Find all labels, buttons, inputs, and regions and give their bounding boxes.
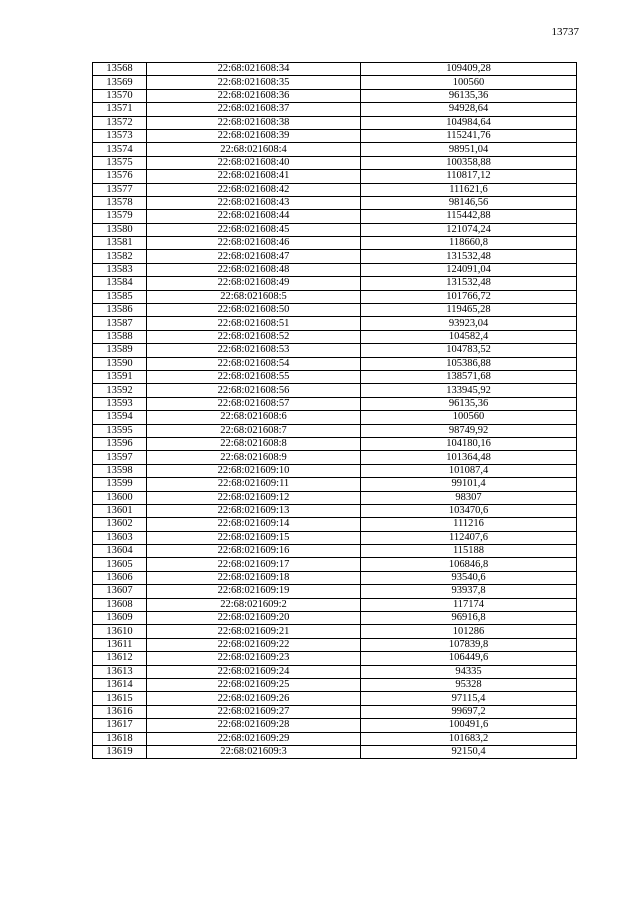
cadastral-value-cell: 93540,6 bbox=[361, 571, 577, 584]
table-row bbox=[93, 571, 577, 584]
cadastral-value-cell: 104180,16 bbox=[361, 437, 577, 450]
cadastral-value-cell: 101087,4 bbox=[361, 464, 577, 477]
table-row bbox=[93, 558, 577, 571]
cadastral-value-cell: 96135,36 bbox=[361, 397, 577, 410]
cadastral-value-cell: 99101,4 bbox=[361, 478, 577, 491]
table-row bbox=[93, 156, 577, 169]
cadastral-value-cell: 115442,88 bbox=[361, 210, 577, 223]
row-number-cell: 13603 bbox=[93, 531, 147, 544]
cadastral-number-cell: 22:68:021608:42 bbox=[147, 183, 361, 196]
table-row bbox=[93, 89, 577, 102]
cadastral-value-cell: 98749,92 bbox=[361, 424, 577, 437]
table-row bbox=[93, 304, 577, 317]
table-row bbox=[93, 451, 577, 464]
cadastral-number-cell: 22:68:021609:19 bbox=[147, 585, 361, 598]
cadastral-number-cell: 22:68:021609:26 bbox=[147, 692, 361, 705]
cadastral-value-cell: 111621,6 bbox=[361, 183, 577, 196]
cadastral-value-table bbox=[92, 62, 577, 759]
table-row bbox=[93, 411, 577, 424]
cadastral-number-cell: 22:68:021608:4 bbox=[147, 143, 361, 156]
row-number-cell: 13592 bbox=[93, 384, 147, 397]
cadastral-value-cell: 117174 bbox=[361, 598, 577, 611]
row-number-cell: 13573 bbox=[93, 129, 147, 142]
cadastral-number-cell: 22:68:021608:50 bbox=[147, 304, 361, 317]
cadastral-number-cell: 22:68:021608:5 bbox=[147, 290, 361, 303]
cadastral-value-cell: 138571,68 bbox=[361, 370, 577, 383]
table-row bbox=[93, 357, 577, 370]
cadastral-number-cell: 22:68:021609:21 bbox=[147, 625, 361, 638]
row-number-cell: 13593 bbox=[93, 397, 147, 410]
cadastral-number-cell: 22:68:021609:10 bbox=[147, 464, 361, 477]
cadastral-number-cell: 22:68:021609:27 bbox=[147, 705, 361, 718]
cadastral-value-cell: 115241,76 bbox=[361, 129, 577, 142]
table-row bbox=[93, 223, 577, 236]
cadastral-value-cell: 105386,88 bbox=[361, 357, 577, 370]
cadastral-value-cell: 98951,04 bbox=[361, 143, 577, 156]
row-number-cell: 13584 bbox=[93, 277, 147, 290]
row-number-cell: 13617 bbox=[93, 719, 147, 732]
table-row bbox=[93, 397, 577, 410]
table-row bbox=[93, 76, 577, 89]
table-row bbox=[93, 732, 577, 745]
row-number-cell: 13609 bbox=[93, 612, 147, 625]
cadastral-value-cell: 106846,8 bbox=[361, 558, 577, 571]
row-number-cell: 13594 bbox=[93, 411, 147, 424]
cadastral-number-cell: 22:68:021609:25 bbox=[147, 678, 361, 691]
table-row bbox=[93, 545, 577, 558]
cadastral-value-cell: 92150,4 bbox=[361, 745, 577, 758]
table-row bbox=[93, 504, 577, 517]
row-number-cell: 13578 bbox=[93, 196, 147, 209]
cadastral-number-cell: 22:68:021608:38 bbox=[147, 116, 361, 129]
cadastral-value-cell: 100560 bbox=[361, 411, 577, 424]
table-row bbox=[93, 263, 577, 276]
row-number-cell: 13585 bbox=[93, 290, 147, 303]
table-row bbox=[93, 237, 577, 250]
cadastral-value-cell: 94928,64 bbox=[361, 103, 577, 116]
cadastral-value-cell: 131532,48 bbox=[361, 277, 577, 290]
row-number-cell: 13580 bbox=[93, 223, 147, 236]
table-row bbox=[93, 625, 577, 638]
table-row bbox=[93, 491, 577, 504]
cadastral-value-cell: 104783,52 bbox=[361, 344, 577, 357]
row-number-cell: 13615 bbox=[93, 692, 147, 705]
cadastral-number-cell: 22:68:021608:41 bbox=[147, 170, 361, 183]
table-row bbox=[93, 103, 577, 116]
row-number-cell: 13607 bbox=[93, 585, 147, 598]
row-number-cell: 13581 bbox=[93, 237, 147, 250]
cadastral-value-cell: 131532,48 bbox=[361, 250, 577, 263]
cadastral-value-cell: 106449,6 bbox=[361, 652, 577, 665]
table-row bbox=[93, 705, 577, 718]
table-row bbox=[93, 437, 577, 450]
cadastral-number-cell: 22:68:021608:34 bbox=[147, 63, 361, 76]
cadastral-number-cell: 22:68:021609:14 bbox=[147, 518, 361, 531]
cadastral-number-cell: 22:68:021608:6 bbox=[147, 411, 361, 424]
row-number-cell: 13608 bbox=[93, 598, 147, 611]
cadastral-value-cell: 99697,2 bbox=[361, 705, 577, 718]
cadastral-number-cell: 22:68:021609:3 bbox=[147, 745, 361, 758]
row-number-cell: 13612 bbox=[93, 652, 147, 665]
table-row bbox=[93, 692, 577, 705]
table-row bbox=[93, 518, 577, 531]
row-number-cell: 13582 bbox=[93, 250, 147, 263]
table-row bbox=[93, 116, 577, 129]
row-number-cell: 13604 bbox=[93, 545, 147, 558]
cadastral-value-cell: 115188 bbox=[361, 545, 577, 558]
cadastral-number-cell: 22:68:021608:37 bbox=[147, 103, 361, 116]
cadastral-number-cell: 22:68:021608:43 bbox=[147, 196, 361, 209]
cadastral-number-cell: 22:68:021608:53 bbox=[147, 344, 361, 357]
row-number-cell: 13583 bbox=[93, 263, 147, 276]
table-row bbox=[93, 745, 577, 758]
table-row bbox=[93, 63, 577, 76]
row-number-cell: 13595 bbox=[93, 424, 147, 437]
cadastral-number-cell: 22:68:021608:57 bbox=[147, 397, 361, 410]
row-number-cell: 13591 bbox=[93, 370, 147, 383]
table-row bbox=[93, 652, 577, 665]
row-number-cell: 13596 bbox=[93, 437, 147, 450]
cadastral-number-cell: 22:68:021608:8 bbox=[147, 437, 361, 450]
table-row bbox=[93, 370, 577, 383]
cadastral-value-cell: 97115,4 bbox=[361, 692, 577, 705]
table-row bbox=[93, 665, 577, 678]
cadastral-number-cell: 22:68:021608:55 bbox=[147, 370, 361, 383]
table-row bbox=[93, 290, 577, 303]
table-row bbox=[93, 170, 577, 183]
cadastral-value-cell: 101364,48 bbox=[361, 451, 577, 464]
cadastral-number-cell: 22:68:021608:47 bbox=[147, 250, 361, 263]
cadastral-value-cell: 107839,8 bbox=[361, 638, 577, 651]
cadastral-value-cell: 96135,36 bbox=[361, 89, 577, 102]
cadastral-value-cell: 100358,88 bbox=[361, 156, 577, 169]
cadastral-value-cell: 112407,6 bbox=[361, 531, 577, 544]
cadastral-number-cell: 22:68:021608:35 bbox=[147, 76, 361, 89]
table-row bbox=[93, 678, 577, 691]
cadastral-value-cell: 119465,28 bbox=[361, 304, 577, 317]
cadastral-number-cell: 22:68:021609:15 bbox=[147, 531, 361, 544]
cadastral-value-cell: 111216 bbox=[361, 518, 577, 531]
cadastral-number-cell: 22:68:021609:17 bbox=[147, 558, 361, 571]
row-number-cell: 13576 bbox=[93, 170, 147, 183]
table-row bbox=[93, 196, 577, 209]
table-row bbox=[93, 612, 577, 625]
cadastral-value-cell: 104582,4 bbox=[361, 330, 577, 343]
row-number-cell: 13611 bbox=[93, 638, 147, 651]
row-number-cell: 13570 bbox=[93, 89, 147, 102]
cadastral-number-cell: 22:68:021609:23 bbox=[147, 652, 361, 665]
row-number-cell: 13600 bbox=[93, 491, 147, 504]
cadastral-value-cell: 94335 bbox=[361, 665, 577, 678]
table-row bbox=[93, 719, 577, 732]
row-number-cell: 13569 bbox=[93, 76, 147, 89]
table-row bbox=[93, 277, 577, 290]
cadastral-value-cell: 100491,6 bbox=[361, 719, 577, 732]
row-number-cell: 13618 bbox=[93, 732, 147, 745]
table-row bbox=[93, 638, 577, 651]
row-number-cell: 13575 bbox=[93, 156, 147, 169]
cadastral-value-cell: 96916,8 bbox=[361, 612, 577, 625]
row-number-cell: 13579 bbox=[93, 210, 147, 223]
cadastral-value-cell: 124091,04 bbox=[361, 263, 577, 276]
cadastral-number-cell: 22:68:021608:40 bbox=[147, 156, 361, 169]
table-row bbox=[93, 598, 577, 611]
cadastral-value-cell: 93923,04 bbox=[361, 317, 577, 330]
row-number-cell: 13572 bbox=[93, 116, 147, 129]
table-row bbox=[93, 585, 577, 598]
row-number-cell: 13602 bbox=[93, 518, 147, 531]
cadastral-value-cell: 98307 bbox=[361, 491, 577, 504]
row-number-cell: 13586 bbox=[93, 304, 147, 317]
row-number-cell: 13590 bbox=[93, 357, 147, 370]
cadastral-number-cell: 22:68:021609:18 bbox=[147, 571, 361, 584]
row-number-cell: 13610 bbox=[93, 625, 147, 638]
page-number: 13737 bbox=[551, 26, 579, 38]
cadastral-value-cell: 101683,2 bbox=[361, 732, 577, 745]
row-number-cell: 13605 bbox=[93, 558, 147, 571]
cadastral-number-cell: 22:68:021609:29 bbox=[147, 732, 361, 745]
cadastral-number-cell: 22:68:021609:2 bbox=[147, 598, 361, 611]
row-number-cell: 13599 bbox=[93, 478, 147, 491]
table-row bbox=[93, 129, 577, 142]
cadastral-number-cell: 22:68:021609:11 bbox=[147, 478, 361, 491]
cadastral-number-cell: 22:68:021608:46 bbox=[147, 237, 361, 250]
cadastral-value-cell: 103470,6 bbox=[361, 504, 577, 517]
row-number-cell: 13619 bbox=[93, 745, 147, 758]
row-number-cell: 13568 bbox=[93, 63, 147, 76]
cadastral-number-cell: 22:68:021608:39 bbox=[147, 129, 361, 142]
row-number-cell: 13577 bbox=[93, 183, 147, 196]
cadastral-number-cell: 22:68:021608:44 bbox=[147, 210, 361, 223]
cadastral-number-cell: 22:68:021609:20 bbox=[147, 612, 361, 625]
cadastral-value-cell: 121074,24 bbox=[361, 223, 577, 236]
cadastral-number-cell: 22:68:021608:45 bbox=[147, 223, 361, 236]
cadastral-number-cell: 22:68:021608:54 bbox=[147, 357, 361, 370]
cadastral-number-cell: 22:68:021608:36 bbox=[147, 89, 361, 102]
cadastral-number-cell: 22:68:021609:28 bbox=[147, 719, 361, 732]
row-number-cell: 13601 bbox=[93, 504, 147, 517]
table-row bbox=[93, 183, 577, 196]
cadastral-number-cell: 22:68:021608:52 bbox=[147, 330, 361, 343]
cadastral-value-cell: 101766,72 bbox=[361, 290, 577, 303]
cadastral-value-cell: 93937,8 bbox=[361, 585, 577, 598]
table-row bbox=[93, 330, 577, 343]
row-number-cell: 13606 bbox=[93, 571, 147, 584]
cadastral-number-cell: 22:68:021609:13 bbox=[147, 504, 361, 517]
cadastral-number-cell: 22:68:021609:22 bbox=[147, 638, 361, 651]
row-number-cell: 13589 bbox=[93, 344, 147, 357]
table-body bbox=[93, 63, 577, 759]
table-row bbox=[93, 424, 577, 437]
table-row bbox=[93, 384, 577, 397]
row-number-cell: 13588 bbox=[93, 330, 147, 343]
cadastral-number-cell: 22:68:021609:12 bbox=[147, 491, 361, 504]
row-number-cell: 13616 bbox=[93, 705, 147, 718]
table-row bbox=[93, 344, 577, 357]
cadastral-value-cell: 133945,92 bbox=[361, 384, 577, 397]
table-row bbox=[93, 464, 577, 477]
cadastral-value-cell: 104984,64 bbox=[361, 116, 577, 129]
cadastral-value-cell: 101286 bbox=[361, 625, 577, 638]
row-number-cell: 13614 bbox=[93, 678, 147, 691]
row-number-cell: 13613 bbox=[93, 665, 147, 678]
table-row bbox=[93, 478, 577, 491]
cadastral-number-cell: 22:68:021608:51 bbox=[147, 317, 361, 330]
cadastral-number-cell: 22:68:021608:48 bbox=[147, 263, 361, 276]
table-row bbox=[93, 143, 577, 156]
table-row bbox=[93, 250, 577, 263]
cadastral-number-cell: 22:68:021608:7 bbox=[147, 424, 361, 437]
cadastral-value-cell: 109409,28 bbox=[361, 63, 577, 76]
row-number-cell: 13571 bbox=[93, 103, 147, 116]
cadastral-number-cell: 22:68:021609:16 bbox=[147, 545, 361, 558]
table-row bbox=[93, 210, 577, 223]
cadastral-value-cell: 95328 bbox=[361, 678, 577, 691]
row-number-cell: 13587 bbox=[93, 317, 147, 330]
cadastral-value-cell: 100560 bbox=[361, 76, 577, 89]
cadastral-number-cell: 22:68:021608:56 bbox=[147, 384, 361, 397]
cadastral-number-cell: 22:68:021608:9 bbox=[147, 451, 361, 464]
cadastral-value-cell: 98146,56 bbox=[361, 196, 577, 209]
cadastral-value-cell: 110817,12 bbox=[361, 170, 577, 183]
cadastral-value-cell: 118660,8 bbox=[361, 237, 577, 250]
table-row bbox=[93, 531, 577, 544]
cadastral-number-cell: 22:68:021608:49 bbox=[147, 277, 361, 290]
row-number-cell: 13574 bbox=[93, 143, 147, 156]
table-row bbox=[93, 317, 577, 330]
cadastral-number-cell: 22:68:021609:24 bbox=[147, 665, 361, 678]
row-number-cell: 13597 bbox=[93, 451, 147, 464]
row-number-cell: 13598 bbox=[93, 464, 147, 477]
